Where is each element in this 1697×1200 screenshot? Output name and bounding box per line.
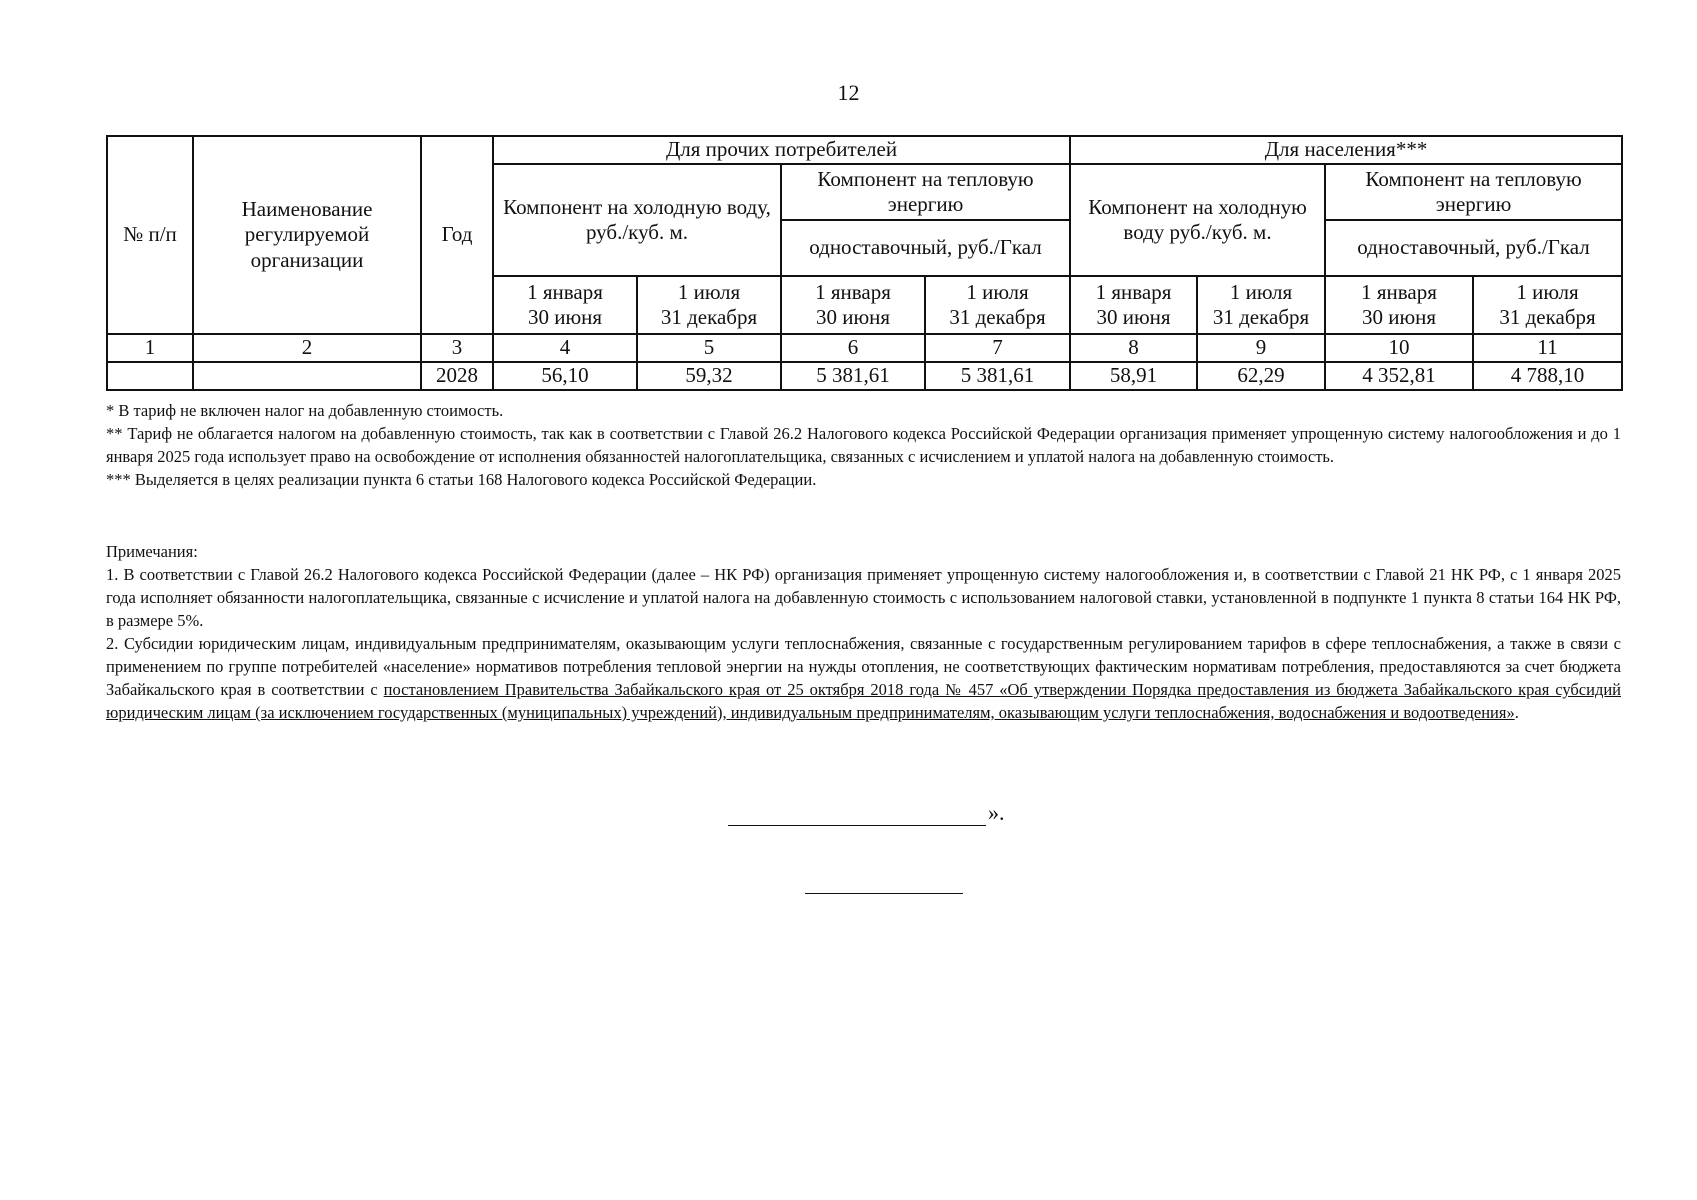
header-single-rate-population: одноставочный, руб./Гкал [1325, 220, 1622, 276]
column-number: 11 [1473, 334, 1622, 362]
table-cell: 62,29 [1197, 362, 1325, 390]
header-organization: Наименование регулируемой организации [193, 136, 421, 334]
column-number: 9 [1197, 334, 1325, 362]
header-cold-water-population: Компонент на холодную воду руб./куб. м. [1070, 164, 1325, 276]
header-heat-other: Компонент на тепловую энергию [781, 164, 1070, 220]
period-jul-dec: 1 июля 31 декабря [1197, 276, 1325, 334]
column-number: 4 [493, 334, 637, 362]
column-number: 5 [637, 334, 781, 362]
closing-quote: ». [988, 800, 1005, 825]
table-cell: 2028 [421, 362, 493, 390]
column-number: 7 [925, 334, 1070, 362]
table-cell: 5 381,61 [925, 362, 1070, 390]
column-number: 6 [781, 334, 925, 362]
period-jan-jun: 1 января 30 июня [781, 276, 925, 334]
column-number: 10 [1325, 334, 1473, 362]
notes-heading: Примечания: [106, 542, 198, 561]
table-cell: 4 788,10 [1473, 362, 1622, 390]
column-number: 1 [107, 334, 193, 362]
table-cell: 59,32 [637, 362, 781, 390]
period-jul-dec: 1 июля 31 декабря [925, 276, 1070, 334]
header-population: Для населения*** [1070, 136, 1622, 164]
period-jan-jun: 1 января 30 июня [493, 276, 637, 334]
footnote-vat: * В тариф не включен налог на добавленную стоимость. [106, 401, 504, 420]
period-jul-dec: 1 июля 31 декабря [1473, 276, 1622, 334]
end-rule [805, 893, 963, 894]
footnote-exemption: ** Тариф не облагается налогом на добавленную стоимость, так как в соответствии с Главой 26.2 Налогового кодекса Российской Федерации организация применяет упрощенную систему налогообложения и до 1 января 2025 года использует право на освобождение от исполнения обязанностей налогоплательщика, связанных с исчислением и уплатой налога на добавленную стоимость. [106, 424, 1621, 466]
header-year: Год [421, 136, 493, 334]
table-cell [107, 362, 193, 390]
column-number: 8 [1070, 334, 1197, 362]
column-number-row [107, 334, 1622, 362]
header-heat-population: Компонент на тепловую энергию [1325, 164, 1622, 220]
page-number: 12 [837, 80, 860, 105]
table-cell: 58,91 [1070, 362, 1197, 390]
header-cold-water-other: Компонент на холодную воду, руб./куб. м. [493, 164, 781, 276]
notes [106, 540, 1621, 724]
column-number: 2 [193, 334, 421, 362]
table-cell: 5 381,61 [781, 362, 925, 390]
tariff-table [106, 135, 1623, 391]
note-2: 2. Субсидии юридическим лицам, индивидуальным предпринимателям, оказывающим услуги теплоснабжения, связанные с государственным регулированием тарифов в сфере теплоснабжения, а также в связи с применением по группе потребителей «население» нормативов потребления тепловой энергии на нужды отопления, не соответствующих фактическим нормативам потребления, предоставляются за счет бюджета Забайкальского края в соответствии с постановлением Правительства Забайкальского края от 25 октября 2018 года № 457 «Об утверждении Порядка предоставления из бюджета Забайкальского края субсидий юридическим лицам (за исключением государственных (муниципальных) учреждений), индивидуальным предпринимателям, оказывающим услуги теплоснабжения, водоснабжения и водоотведения». [106, 634, 1621, 722]
note-2-text: 2. Субсидии юридическим лицам, индивидуальным предпринимателям, оказывающим услуги теплоснабжения, связанные с государственным регулированием тарифов в сфере теплоснабжения, а также в связи с применением по группе потребителей «население» нормативов потребления тепловой энергии на нужды отопления, не соответствующих фактическим нормативам потребления, предоставляются за счет бюджета Забайкальского края в соответствии с [106, 634, 1621, 699]
period-jan-jun: 1 января 30 июня [1070, 276, 1197, 334]
table-cell [193, 362, 421, 390]
header-number: № п/п [107, 136, 193, 334]
table-cell: 56,10 [493, 362, 637, 390]
period-jul-dec: 1 июля 31 декабря [637, 276, 781, 334]
header-other-consumers: Для прочих потребителей [493, 136, 1070, 164]
table-row [107, 362, 1622, 390]
period-jan-jun: 1 января 30 июня [1325, 276, 1473, 334]
header-single-rate-other: одноставочный, руб./Гкал [781, 220, 1070, 276]
table-cell: 4 352,81 [1325, 362, 1473, 390]
note-1: 1. В соответствии с Главой 26.2 Налогового кодекса Российской Федерации (далее – НК РФ) организация применяет упрощенную систему налогообложения и, в соответствии с Главой 21 НК РФ, с 1 января 2025 года исполняет обязанности налогоплательщика, связанные с исчисление и уплатой налога на добавленную стоимость с использованием налоговой ставки, установленной в подпункте 1 пункта 8 статьи 164 НК РФ, в размере 5%. [106, 565, 1621, 630]
closing-signature [728, 800, 1005, 826]
column-number: 3 [421, 334, 493, 362]
signature-line [728, 803, 986, 826]
footnote-population: *** Выделяется в целях реализации пункта 6 статьи 168 Налогового кодекса Российской Федерации. [106, 470, 817, 489]
resolution-link[interactable]: постановлением Правительства Забайкальского края от 25 октября 2018 года № 457 «Об утверждении Порядка предоставления из бюджета Забайкальского края субсидий юридическим лицам (за исключением государственных (муниципальных) учреждений), индивидуальным предпринимателям, оказывающим услуги теплоснабжения, водоснабжения и водоотведения» [106, 680, 1621, 722]
footnotes [106, 399, 1621, 491]
